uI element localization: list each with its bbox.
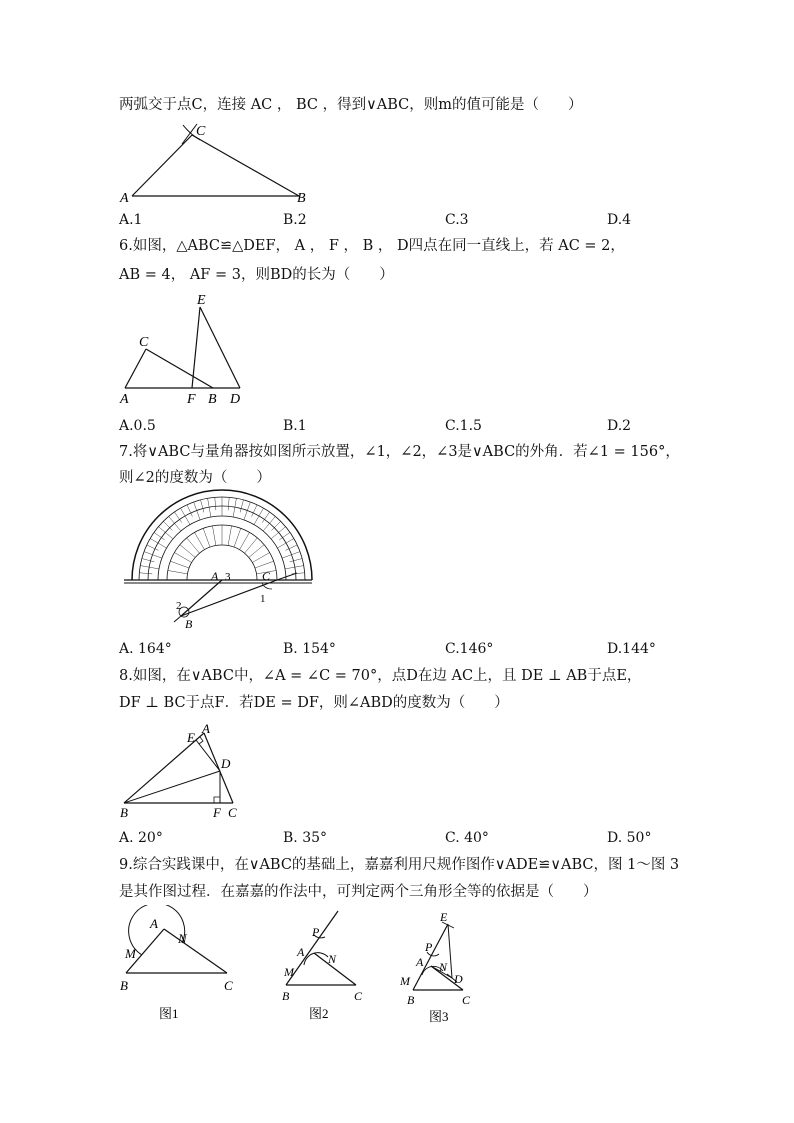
q7-text-line2: 则∠2的度数为（ ）	[119, 470, 271, 486]
q9-fig3-label-e: E	[440, 910, 448, 924]
q5-option-a[interactable]: A.1	[119, 212, 143, 228]
protractor-tick	[181, 508, 191, 524]
q9-fig3-label-m: M	[400, 974, 410, 988]
q9-fig3-label-n: N	[439, 960, 448, 974]
protractor-tick	[208, 498, 211, 517]
protractor-ray	[240, 532, 250, 549]
q9-fig2-caption: 图2	[309, 1006, 329, 1021]
q7-option-b[interactable]: B. 154°	[283, 641, 336, 657]
protractor-tick	[147, 545, 159, 550]
q6-text-line1: 6.如图，△ABC≌△DEF， A ， F ， B ， D四点在同一直线上，若 AC = 2，	[119, 238, 625, 254]
protractor-tick	[187, 505, 192, 517]
q9-fig2-label-p: P	[312, 925, 320, 939]
protractor-ray	[187, 538, 200, 553]
protractor-ray	[228, 526, 231, 546]
q9-fig2-label-a: A	[297, 945, 305, 959]
protractor-tick	[215, 497, 216, 510]
q5-option-c[interactable]: C.3	[445, 212, 469, 228]
q6-figure	[112, 290, 252, 408]
q8-label-f: F	[213, 805, 221, 820]
q9-text-line2: 是其作图过程．在嘉嘉的作法中，可判定两个三角形全等的依据是（ ）	[119, 884, 598, 900]
q5-label-b: B	[297, 191, 306, 206]
protractor-tick	[252, 505, 257, 517]
q9-fig1-label-n: N	[178, 931, 187, 946]
q9-fig1-label-m: M	[125, 946, 136, 961]
q9-fig1-label-b: B	[120, 978, 128, 993]
q6-label-d: D	[230, 392, 241, 407]
protractor-ray	[195, 532, 205, 549]
q8-label-e: E	[187, 730, 195, 745]
q9-fig3-caption: 图3	[429, 1009, 449, 1024]
q7-label-3: 3	[225, 571, 231, 583]
protractor-tick	[262, 512, 269, 523]
protractor-tick	[277, 539, 293, 549]
protractor-tick	[150, 539, 166, 549]
protractor-ray	[170, 561, 189, 568]
q6-option-c[interactable]: C.1.5	[445, 418, 482, 434]
protractor-tick	[142, 559, 155, 562]
q8-figure	[112, 718, 252, 823]
q9-fig1-caption: 图1	[159, 1006, 179, 1021]
q8-label-a: A	[202, 721, 210, 736]
q6-label-a: A	[120, 392, 129, 407]
q6-label-e: E	[197, 293, 206, 308]
q6-option-d[interactable]: D.2	[607, 418, 632, 434]
protractor-tick	[285, 545, 297, 550]
protractor-tick	[228, 497, 229, 510]
protractor-ray	[168, 570, 188, 573]
protractor-ray	[234, 528, 241, 547]
q8-text-line1: 8.如图，在∨ABC中，∠A = ∠C = 70°，点D在边 AC上，且 DE ⊥ AB于点E，	[119, 668, 642, 684]
protractor-ray	[203, 528, 210, 547]
protractor-tick	[154, 532, 165, 539]
protractor-tick	[139, 573, 152, 574]
q5-option-b[interactable]: B.2	[283, 212, 307, 228]
q8-option-c[interactable]: C. 40°	[445, 830, 489, 846]
q8-option-a[interactable]: A. 20°	[119, 830, 163, 846]
q7-label-2: 2	[176, 600, 182, 612]
protractor-tick	[140, 566, 159, 569]
q9-fig2-label-m: M	[284, 965, 294, 979]
protractor-tick	[254, 508, 264, 524]
q9-fig2-label-b: B	[282, 989, 290, 1003]
q9-fig2-label-n: N	[328, 952, 337, 966]
q5-text: 两弧交于点C，连接 AC ， BC ，得到∨ABC，则m的值可能是（ ）	[119, 97, 583, 113]
q8-label-b: B	[120, 805, 128, 820]
q9-figure-1	[112, 905, 247, 1030]
protractor-ray	[252, 553, 269, 563]
protractor-tick	[279, 532, 290, 539]
q8-option-d[interactable]: D. 50°	[607, 830, 652, 846]
q7-label-c: C	[262, 569, 271, 583]
protractor-tick	[240, 500, 243, 513]
q9-fig1-label-c: C	[224, 978, 233, 993]
q7-protractor-figure	[112, 488, 322, 633]
protractor-tick	[201, 500, 204, 513]
q7-option-a[interactable]: A. 164°	[119, 641, 172, 657]
q9-fig3-label-a: A	[416, 955, 424, 969]
protractor-tick	[174, 512, 181, 523]
protractor-ray	[255, 561, 274, 568]
q9-text-line1: 9.综合实践课中，在∨ABC的基础上，嘉嘉利用尺规作图作∨ADE≌∨ABC，图 1～图 3	[119, 857, 680, 873]
q5-figure	[112, 118, 322, 208]
q6-label-c: C	[139, 335, 149, 350]
q8-option-b[interactable]: B. 35°	[283, 830, 328, 846]
q6-label-b: B	[208, 392, 217, 407]
q8-text-line2: DF ⊥ BC于点F．若DE = DF，则∠ABD的度数为（ ）	[119, 695, 509, 711]
q7-label-a: A	[211, 569, 219, 583]
q7-label-1: 1	[260, 593, 266, 605]
protractor-ray	[212, 526, 215, 546]
q6-option-a[interactable]: A.0.5	[119, 418, 156, 434]
q6-text-line2: AB = 4， AF = 3，则BD的长为（ ）	[119, 267, 394, 283]
q9-fig3-label-c: C	[462, 993, 471, 1007]
q7-label-b: B	[185, 617, 193, 631]
q9-fig1-label-a: A	[150, 916, 158, 931]
q8-label-d: D	[221, 756, 231, 771]
q9-fig3-label-p: P	[425, 940, 433, 954]
q9-figure-2	[278, 905, 383, 1030]
protractor-ray	[249, 545, 264, 558]
q7-option-c[interactable]: C.146°	[445, 641, 494, 657]
q9-fig3-label-d: D	[454, 972, 463, 986]
protractor-tick	[290, 559, 303, 562]
q6-label-f: F	[187, 392, 196, 407]
q6-option-b[interactable]: B.1	[283, 418, 307, 434]
q7-text-line1: 7.将∨ABC与量角器按如图所示放置，∠1，∠2，∠3是∨ABC的外角．若∠1 = 156°，	[119, 444, 680, 460]
protractor-tick	[285, 566, 304, 569]
q5-label-a: A	[120, 191, 129, 206]
protractor-ray	[180, 545, 195, 558]
protractor-tick	[233, 498, 236, 517]
q9-fig3-label-b: B	[407, 993, 415, 1007]
q8-label-c: C	[228, 805, 237, 820]
q5-option-d[interactable]: D.4	[607, 212, 632, 228]
q5-label-c: C	[196, 124, 206, 139]
q9-fig2-label-c: C	[354, 989, 363, 1003]
protractor-ray	[174, 553, 191, 563]
protractor-ray	[244, 538, 257, 553]
q7-option-d[interactable]: D.144°	[607, 641, 656, 657]
q9-figure-3	[395, 908, 495, 1030]
